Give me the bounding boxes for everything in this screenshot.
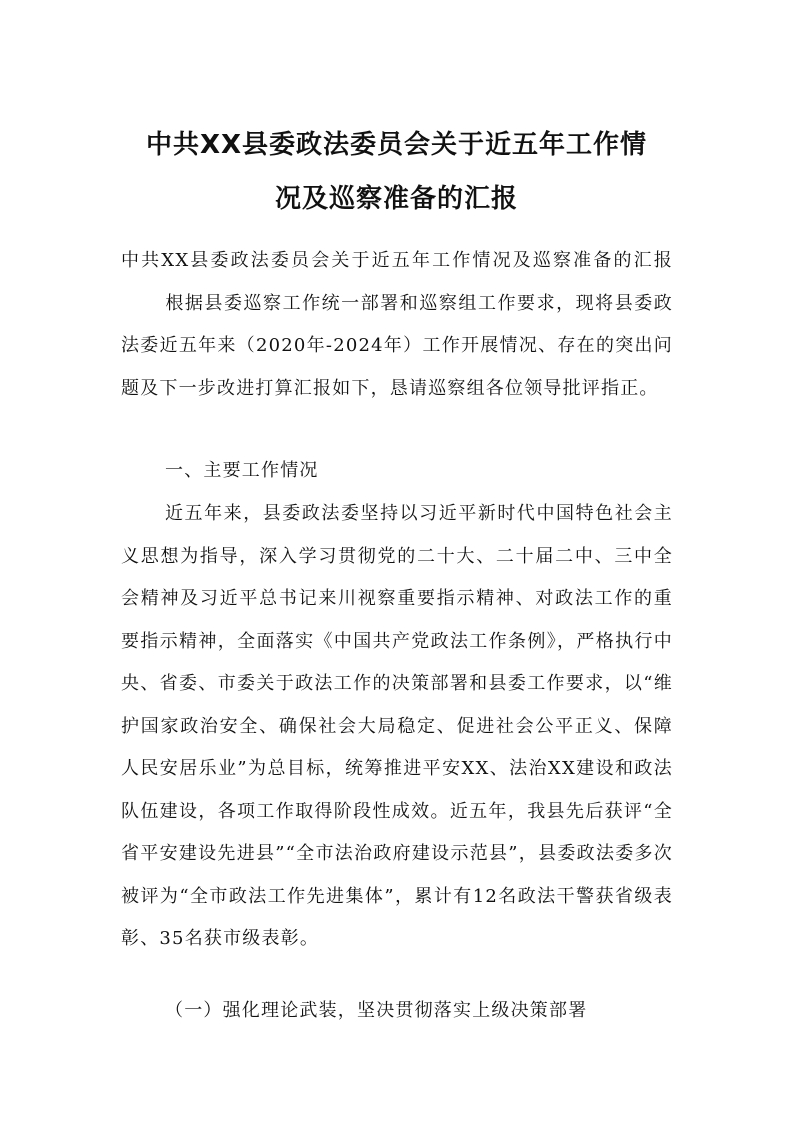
- intro-paragraph: [121, 240, 673, 410]
- section-heading-1: 一、主要工作情况: [165, 460, 319, 481]
- intro-body-text: 根据县委巡察工作统一部署和巡察组工作要求，现将县委政法委近五年来（2020年-2024年）工作开展情况、存在的突出问题及下一步改进打算汇报如下，恳请巡察组各位领导批评指正。: [121, 292, 673, 399]
- section-1-paragraph: 近五年来，县委政法委坚持以习近平新时代中国特色社会主义思想为指导，深入学习贯彻党的二十大、二十届二中、三中全会精神及习近平总书记来川视察重要指示精神、对政法工作的重要指示精神，全面落实《中国共产党政法工作条例》，严格执行中央、省委、市委关于政法工作的决策部署和县委工作要求，以“维护国家政治安全、确保社会大局稳定、促进社会公平正义、保障人民安居乐业”为总目标，统筹推进平安XX、法治XX建设和政法队伍建设，各项工作取得阶段性成效。近五年，我县先后获评“全省平安建设先进县”“全市法治政府建设示范县”，县委政法委多次被评为“全市政法工作先进集体”，累计有12名政法干警获省级表彰、35名获市级表彰。: [121, 503, 673, 949]
- intro-lead-text: 中共XX县委政法委员会关于近五年工作情况及巡察准备的汇报: [121, 250, 673, 271]
- document-title: [110, 118, 683, 226]
- title-line-1: 中共XX县委政法委员会关于近五年工作情: [145, 130, 648, 160]
- subsection-heading-1: （一）强化理论武装，坚决贯彻落实上级决策部署: [165, 1000, 588, 1021]
- title-line-2: 况及巡察准备的汇报: [274, 184, 518, 214]
